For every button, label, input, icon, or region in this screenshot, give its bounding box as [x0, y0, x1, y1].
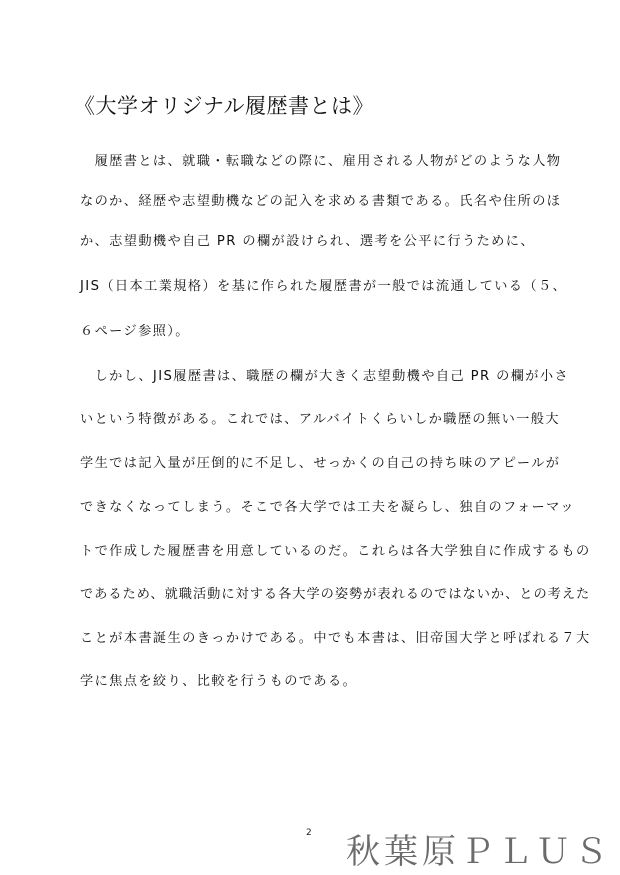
page-number: 2	[306, 828, 312, 838]
body-line: いという特徴がある。これでは、アルバイトくらいしか職歴の無い一般大	[80, 412, 560, 427]
body-line: であるため、就職活動に対する各大学の姿勢が表れるのではないか、との考えた	[80, 587, 591, 602]
body-line: しかし、JIS履歴書は、職歴の欄が大きく志望動機や自己 PR の欄が小さ	[80, 369, 570, 384]
body-line: できなくなってしまう。そこで各大学では工夫を凝らし、独自のフォーマッ	[80, 500, 575, 515]
body-line: ことが本書誕生のきっかけである。中でも本書は、旧帝国大学と呼ばれる７大	[80, 631, 591, 646]
body-line: 学に焦点を絞り、比較を行うものである。	[80, 674, 358, 689]
body-line: ６ページ参照）。	[80, 324, 190, 339]
body-line: 学生では記入量が圧倒的に不足し、せっかくの自己の持ち味のアピールが	[80, 456, 561, 471]
watermark: 秋葉原ＰＬＵＳ	[346, 832, 612, 872]
body-line: 履歴書とは、就職・転職などの際に、雇用される人物がどのような人物	[80, 154, 562, 169]
body-line: JIS（日本工業規格）を基に作られた履歴書が一般では流通している（５、	[80, 279, 568, 294]
body-line: トで作成した履歴書を用意しているのだ。これらは各大学独自に作成するもの	[80, 544, 591, 559]
document-title: 《大学オリジナル履歴書とは》	[74, 94, 374, 118]
body-line: なのか、経歴や志望動機などの記入を求める書類である。氏名や住所のほ	[80, 194, 562, 209]
body-line: か、志望動機や自己 PR の欄が設けられ、選考を公平に行うために、	[80, 234, 535, 249]
